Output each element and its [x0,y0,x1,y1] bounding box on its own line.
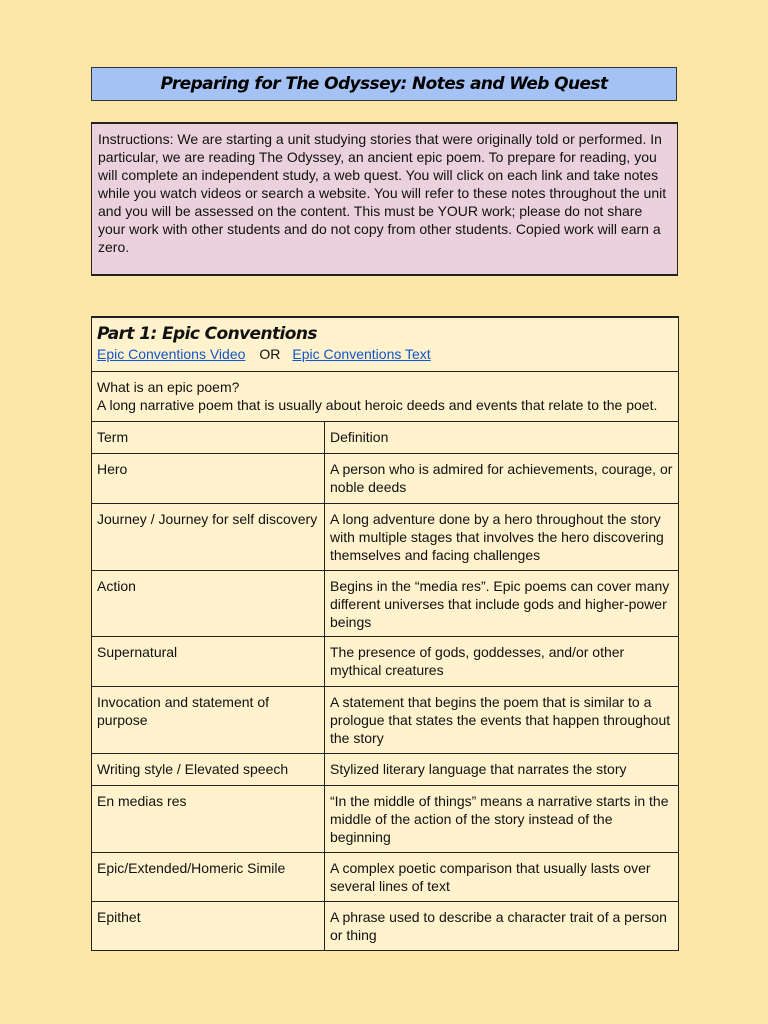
question-cell [92,371,679,421]
column-header-term: Term [92,421,325,453]
instructions-box [91,122,678,276]
table-row [92,503,679,570]
definition-cell: Stylized literary language that narrates the story [325,753,679,785]
table-row [92,570,679,636]
definition-cell: A long adventure done by a hero throughout the story with multiple stages that involves the hero discovering themselves and facing challenges [325,503,679,570]
term-cell: Supernatural [92,636,325,686]
column-header-definition: Definition [325,421,679,453]
term-cell: Writing style / Elevated speech [92,753,325,785]
question-text: What is an epic poem? [97,378,240,395]
part-heading-cell [92,317,679,371]
term-cell: Epithet [92,901,325,950]
definition-cell: The presence of gods, goddesses, and/or other mythical creatures [325,636,679,686]
term-cell: En medias res [92,785,325,852]
table-row [92,785,679,852]
page-title: Preparing for The Odyssey: Notes and Web Quest [160,74,608,94]
definition-cell: A statement that begins the poem that is similar to a prologue that states the events that happen throughout the story [325,686,679,753]
term-cell: Hero [92,453,325,503]
term-cell: Invocation and statement of purpose [92,686,325,753]
definition-cell: A complex poetic comparison that usually lasts over several lines of text [325,852,679,901]
or-text: OR [259,346,281,362]
term-cell: Epic/Extended/Homeric Simile [92,852,325,901]
question-row [92,371,679,421]
definition-cell: A person who is admired for achievements, courage, or noble deeds [325,453,679,503]
definition-cell: A phrase used to describe a character trait of a person or thing [325,901,679,950]
table-row [92,636,679,686]
table-row [92,686,679,753]
term-cell: Journey / Journey for self discovery [92,503,325,570]
column-header-row [92,421,679,453]
answer-text: A long narrative poem that is usually about heroic deeds and events that relate to the poet. [97,396,658,413]
epic-conventions-video-link[interactable]: Epic Conventions Video [97,346,246,362]
part-heading-row [92,317,679,371]
table-row [92,453,679,503]
table-row [92,901,679,950]
part-heading: Part 1: Epic Conventions [97,324,317,344]
epic-conventions-text-link[interactable]: Epic Conventions Text [292,346,431,362]
definition-cell: “In the middle of things” means a narrative starts in the middle of the action of the story instead of the beginning [325,785,679,852]
term-cell: Action [92,570,325,636]
instructions-text: Instructions: We are starting a unit studying stories that were originally told or performed. In particular, we are reading The Odyssey, an ancient epic poem. To prepare for reading, you will complete an independent study, a web quest. You will click on each link and take notes while you watch videos or search a website. You will refer to these notes throughout the unit and you will be assessed on the content. This must be YOUR work; please do not share your work with other students and do not copy from other students. Copied work will earn a zero. [98,131,667,255]
epic-conventions-table [91,316,679,951]
table-row [92,852,679,901]
definition-cell: Begins in the “media res”. Epic poems can cover many different universes that include gods and higher-power beings [325,570,679,636]
table-row [92,753,679,785]
title-box [91,67,677,101]
